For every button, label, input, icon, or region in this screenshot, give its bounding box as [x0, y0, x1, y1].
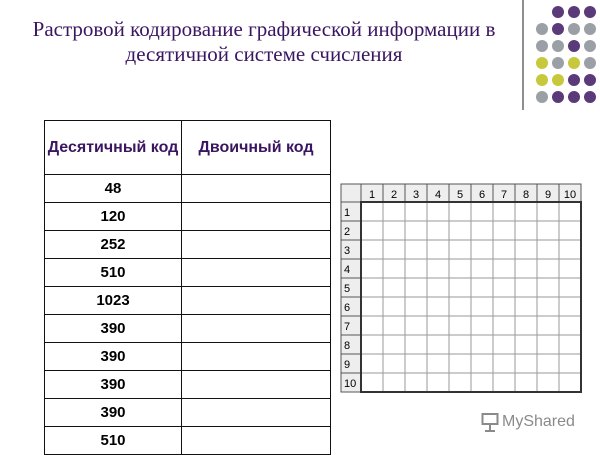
- grid-column-label: 2: [390, 189, 398, 201]
- binary-code-cell[interactable]: [182, 175, 331, 203]
- grid-column-label: 8: [522, 189, 530, 201]
- binary-code-cell[interactable]: [182, 399, 331, 427]
- grid-row-label: 5: [344, 283, 351, 295]
- slide-title: [0, 17, 528, 67]
- grid-column-label: 1: [368, 189, 376, 201]
- grid-row-label: 4: [344, 264, 351, 276]
- table-row: [45, 175, 331, 203]
- decimal-code-cell: 1023: [45, 287, 182, 315]
- decimal-code-cell: 48: [45, 175, 182, 203]
- table-header-row: [45, 121, 331, 175]
- grid-column-label: 3: [412, 189, 420, 201]
- binary-code-cell[interactable]: [182, 287, 331, 315]
- decimal-code-cell: 390: [45, 315, 182, 343]
- grid-row-label: 8: [344, 340, 351, 352]
- binary-code-cell[interactable]: [182, 371, 331, 399]
- grid-column-label: 6: [478, 189, 486, 201]
- grid-column-label: 5: [456, 189, 464, 201]
- grid-row-label: 1: [344, 207, 351, 219]
- code-table: [44, 120, 331, 455]
- watermark: [481, 411, 575, 433]
- binary-code-cell[interactable]: [182, 427, 331, 455]
- watermark-text: MyShared: [502, 413, 575, 430]
- table-row: [45, 399, 331, 427]
- table-row: [45, 427, 331, 455]
- table-row: [45, 287, 331, 315]
- title-line-1: Растровой кодирование графической информации в: [32, 17, 496, 41]
- decimal-code-cell: 120: [45, 203, 182, 231]
- header-decimal-code: Десятичный код: [45, 121, 182, 175]
- pixel-grid: [340, 183, 584, 397]
- table-row: [45, 343, 331, 371]
- grid-column-label: 4: [434, 189, 442, 201]
- binary-code-cell[interactable]: [182, 259, 331, 287]
- grid-row-label: 2: [344, 226, 351, 238]
- binary-code-cell[interactable]: [182, 343, 331, 371]
- table-row: [45, 231, 331, 259]
- decimal-code-cell: 510: [45, 427, 182, 455]
- grid-row-label: 10: [344, 378, 357, 390]
- decorative-dot-pattern: [534, 4, 600, 106]
- table-row: [45, 315, 331, 343]
- grid-row-label: 6: [344, 302, 351, 314]
- header-binary-code: Двоичный код: [182, 121, 331, 175]
- grid-column-label: 9: [544, 189, 552, 201]
- grid-row-label: 3: [344, 245, 351, 257]
- decimal-code-cell: 510: [45, 259, 182, 287]
- grid-column-label: 7: [500, 189, 508, 201]
- binary-code-cell[interactable]: [182, 315, 331, 343]
- title-line-2: десятичной системе счисления: [125, 42, 403, 66]
- binary-code-cell[interactable]: [182, 203, 331, 231]
- table-row: [45, 259, 331, 287]
- grid-column-label: 10: [563, 189, 577, 201]
- decorative-divider: [522, 0, 524, 110]
- table-row: [45, 371, 331, 399]
- presentation-board-icon: [481, 412, 499, 432]
- decimal-code-cell: 390: [45, 371, 182, 399]
- grid-row-label: 9: [344, 359, 351, 371]
- decimal-code-cell: 390: [45, 399, 182, 427]
- grid-outer-border: [341, 184, 581, 392]
- decimal-code-cell: 252: [45, 231, 182, 259]
- binary-code-cell[interactable]: [182, 231, 331, 259]
- grid-row-label: 7: [344, 321, 351, 333]
- table-row: [45, 203, 331, 231]
- pixel-grid-canvas: [340, 183, 584, 397]
- decimal-code-cell: 390: [45, 343, 182, 371]
